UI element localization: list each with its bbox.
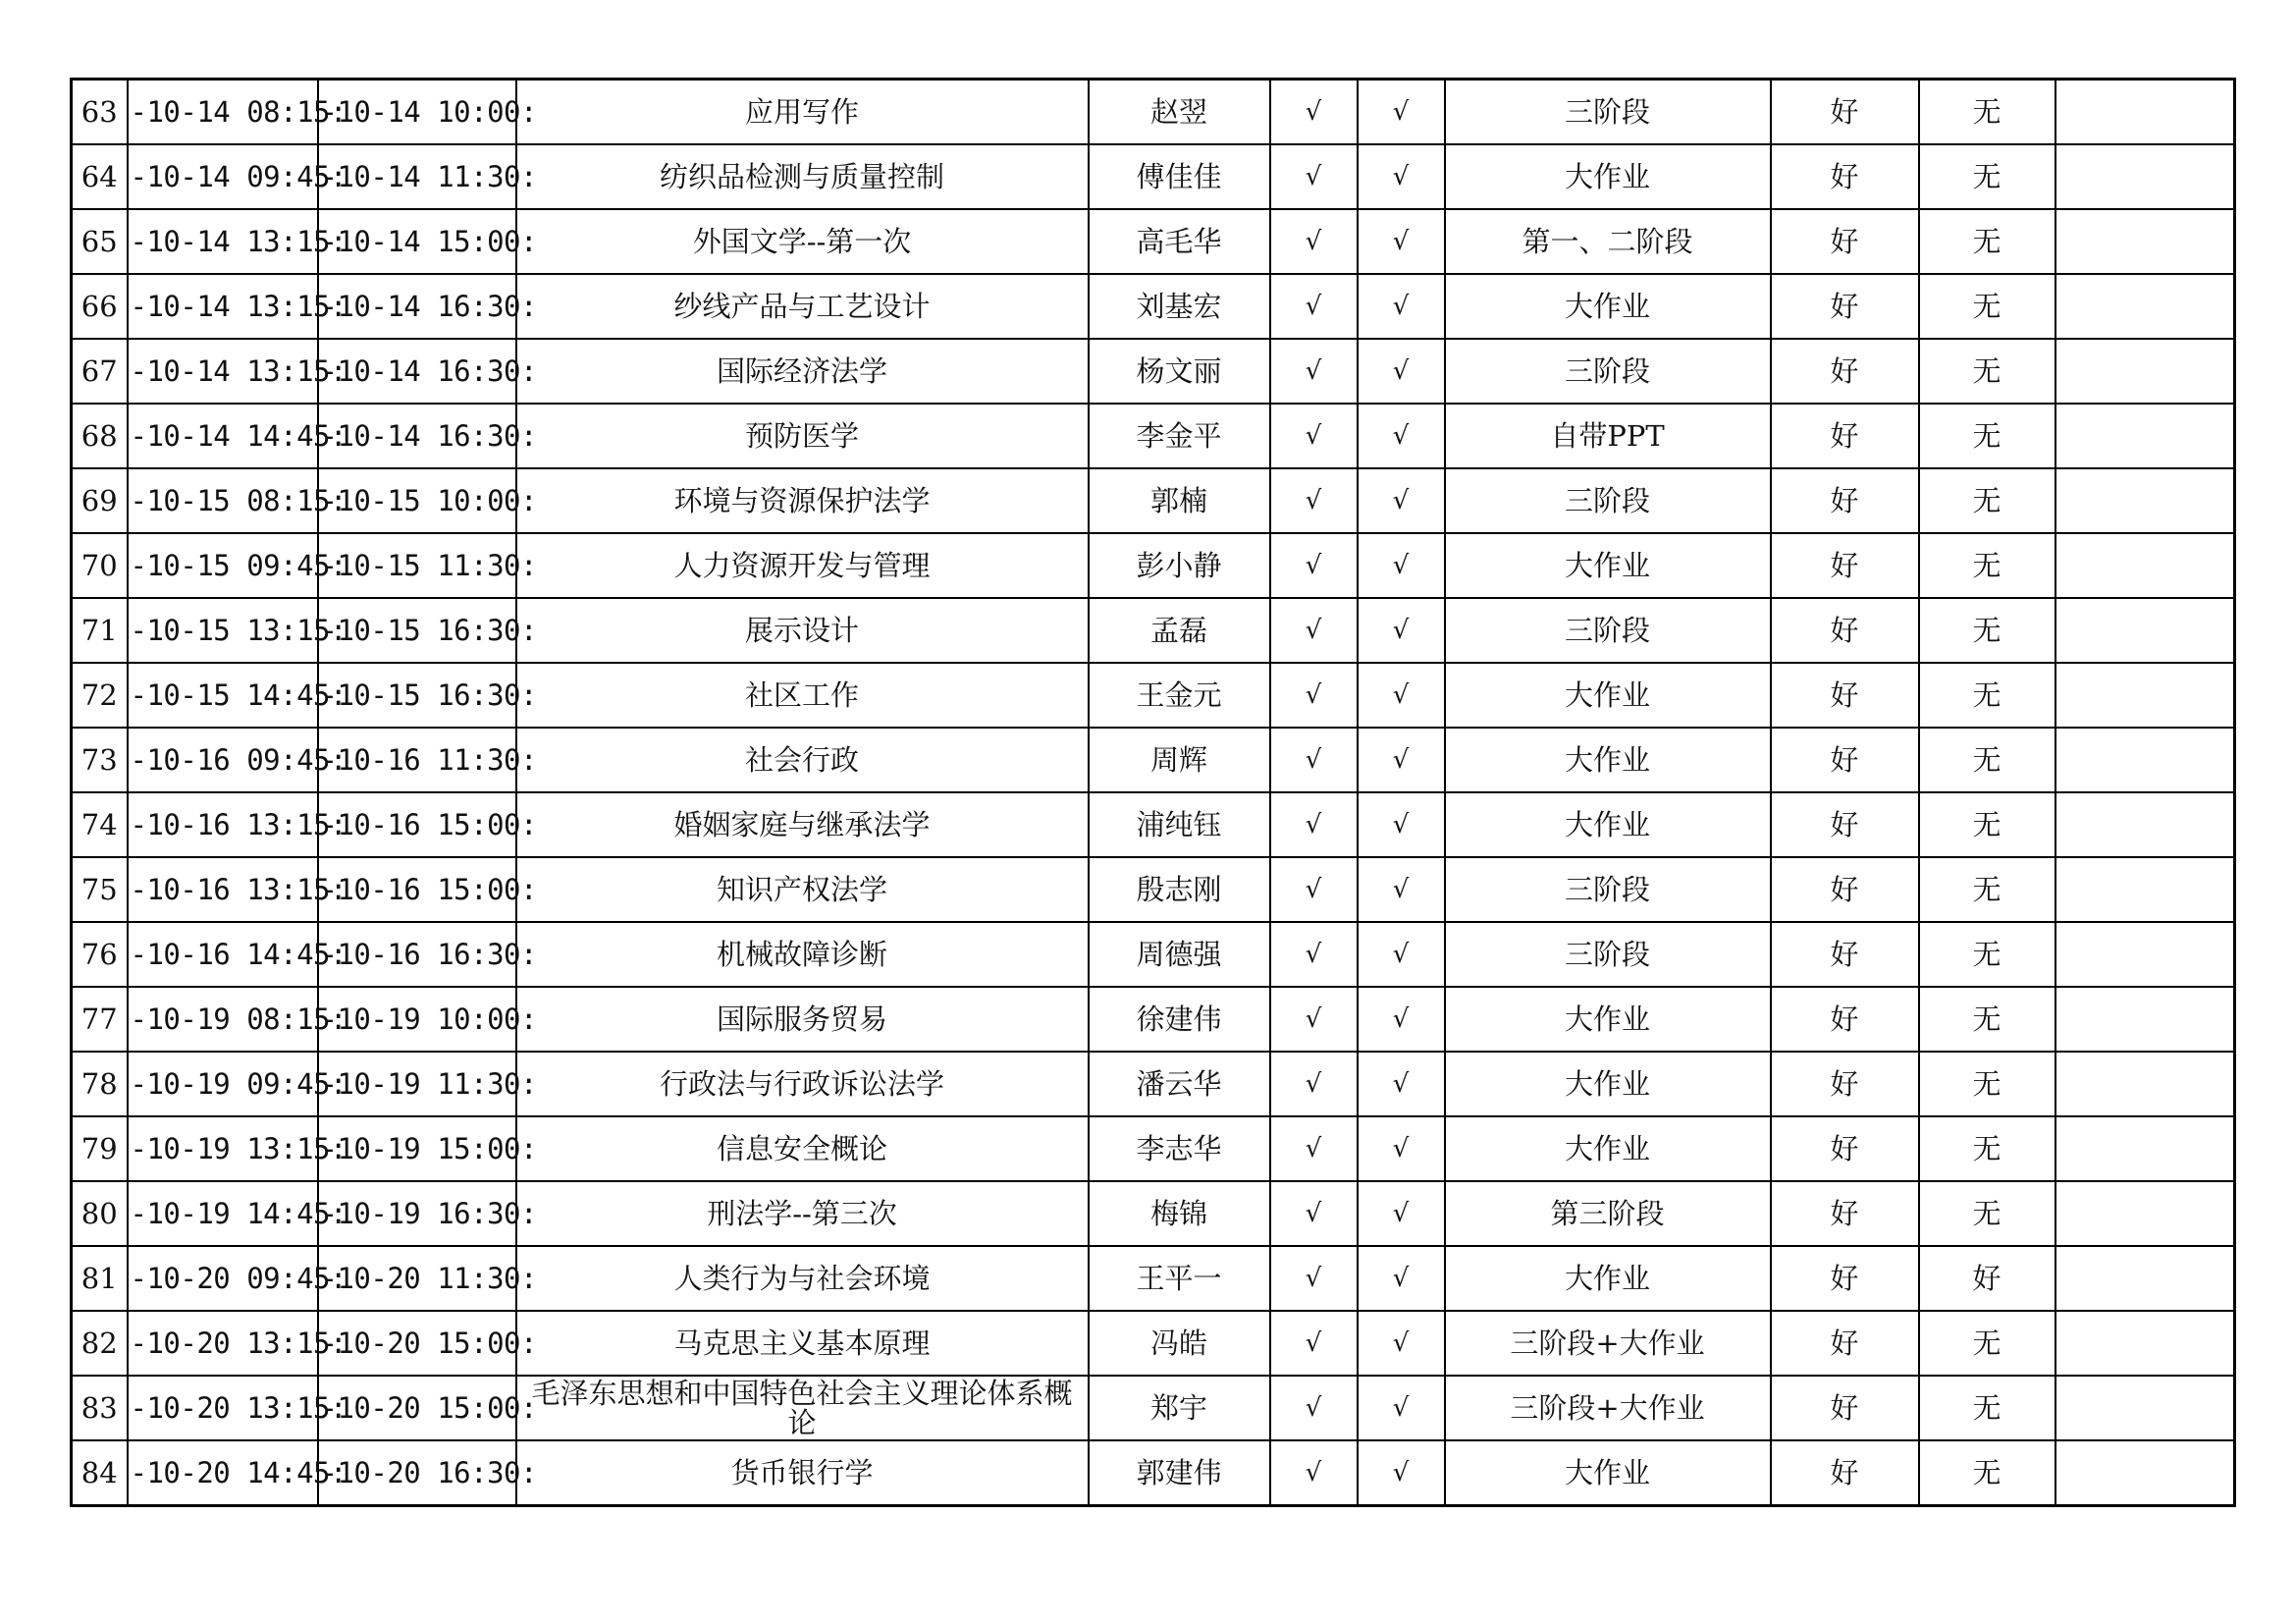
evaluation-cell-1: 好 [1771,274,1919,339]
evaluation-cell-1: 好 [1771,792,1919,857]
evaluation-cell-2: 无 [1919,792,2056,857]
row-number-cell: 69 [72,468,128,533]
assignment-type-cell: 大作业 [1445,274,1771,339]
note-cell [2056,339,2235,404]
teacher-cell: 周德强 [1089,922,1270,987]
table-row [72,1052,2235,1116]
assignment-type-cell: 大作业 [1445,728,1771,792]
assignment-type-cell: 三阶段+大作业 [1445,1311,1771,1376]
assignment-type-cell: 大作业 [1445,1116,1771,1181]
check-cell-2: √ [1358,1376,1445,1440]
end-time-cell: -10-16 15:00: [318,792,516,857]
row-number-cell: 70 [72,533,128,598]
row-number-cell: 67 [72,339,128,404]
assignment-type-cell: 第三阶段 [1445,1181,1771,1246]
evaluation-cell-1: 好 [1771,1376,1919,1440]
teacher-cell: 高毛华 [1089,209,1270,274]
note-cell [2056,728,2235,792]
assignment-type-cell: 三阶段+大作业 [1445,1376,1771,1440]
check-cell-1: √ [1270,922,1358,987]
evaluation-cell-2: 无 [1919,1181,2056,1246]
assignment-type-cell: 大作业 [1445,987,1771,1052]
assignment-type-cell: 大作业 [1445,1052,1771,1116]
teacher-cell: 徐建伟 [1089,987,1270,1052]
check-cell-1: √ [1270,987,1358,1052]
evaluation-cell-1: 好 [1771,144,1919,209]
course-name-cell: 货币银行学 [516,1440,1089,1506]
evaluation-cell-2: 无 [1919,1116,2056,1181]
table-row [72,468,2235,533]
start-time-cell: -10-14 08:15: [128,80,318,145]
start-time-cell: -10-14 09:45: [128,144,318,209]
check-cell-2: √ [1358,1116,1445,1181]
table-row [72,1440,2235,1506]
teacher-cell: 潘云华 [1089,1052,1270,1116]
check-cell-1: √ [1270,209,1358,274]
teacher-cell: 傅佳佳 [1089,144,1270,209]
start-time-cell: -10-14 13:15: [128,209,318,274]
table-row [72,663,2235,728]
row-number-cell: 63 [72,80,128,145]
assignment-type-cell: 大作业 [1445,533,1771,598]
course-name-cell: 展示设计 [516,598,1089,663]
check-cell-1: √ [1270,1181,1358,1246]
evaluation-cell-2: 无 [1919,922,2056,987]
evaluation-cell-2: 无 [1919,663,2056,728]
row-number-cell: 72 [72,663,128,728]
table-row [72,404,2235,468]
evaluation-cell-1: 好 [1771,728,1919,792]
course-name-cell: 环境与资源保护法学 [516,468,1089,533]
note-cell [2056,1246,2235,1311]
course-name-cell: 外国文学--第一次 [516,209,1089,274]
end-time-cell: -10-14 15:00: [318,209,516,274]
teacher-cell: 杨文丽 [1089,339,1270,404]
check-cell-1: √ [1270,663,1358,728]
end-time-cell: -10-20 11:30: [318,1246,516,1311]
row-number-cell: 82 [72,1311,128,1376]
evaluation-cell-1: 好 [1771,1116,1919,1181]
course-name-cell: 信息安全概论 [516,1116,1089,1181]
evaluation-cell-1: 好 [1771,533,1919,598]
course-name-cell: 应用写作 [516,80,1089,145]
check-cell-1: √ [1270,598,1358,663]
evaluation-cell-2: 无 [1919,1311,2056,1376]
teacher-cell: 冯皓 [1089,1311,1270,1376]
evaluation-cell-2: 无 [1919,598,2056,663]
end-time-cell: -10-20 15:00: [318,1376,516,1440]
evaluation-cell-1: 好 [1771,1246,1919,1311]
teacher-cell: 彭小静 [1089,533,1270,598]
evaluation-cell-2: 无 [1919,1440,2056,1506]
table-row [72,1181,2235,1246]
evaluation-cell-1: 好 [1771,404,1919,468]
table-row [72,987,2235,1052]
row-number-cell: 80 [72,1181,128,1246]
evaluation-cell-2: 无 [1919,1376,2056,1440]
assignment-type-cell: 大作业 [1445,1246,1771,1311]
assignment-type-cell: 三阶段 [1445,339,1771,404]
note-cell [2056,1376,2235,1440]
start-time-cell: -10-20 13:15: [128,1376,318,1440]
row-number-cell: 81 [72,1246,128,1311]
end-time-cell: -10-15 16:30: [318,598,516,663]
start-time-cell: -10-19 13:15: [128,1116,318,1181]
check-cell-2: √ [1358,209,1445,274]
check-cell-1: √ [1270,468,1358,533]
check-cell-1: √ [1270,792,1358,857]
assignment-type-cell: 三阶段 [1445,857,1771,922]
check-cell-1: √ [1270,404,1358,468]
row-number-cell: 83 [72,1376,128,1440]
start-time-cell: -10-15 08:15: [128,468,318,533]
row-number-cell: 66 [72,274,128,339]
check-cell-2: √ [1358,339,1445,404]
table-row [72,1116,2235,1181]
row-number-cell: 73 [72,728,128,792]
check-cell-2: √ [1358,987,1445,1052]
evaluation-cell-1: 好 [1771,339,1919,404]
teacher-cell: 郑宇 [1089,1376,1270,1440]
course-name-cell: 行政法与行政诉讼法学 [516,1052,1089,1116]
row-number-cell: 79 [72,1116,128,1181]
note-cell [2056,1116,2235,1181]
evaluation-cell-1: 好 [1771,922,1919,987]
evaluation-cell-1: 好 [1771,209,1919,274]
table-row [72,598,2235,663]
check-cell-2: √ [1358,404,1445,468]
table-row [72,209,2235,274]
end-time-cell: -10-15 11:30: [318,533,516,598]
end-time-cell: -10-19 10:00: [318,987,516,1052]
row-number-cell: 77 [72,987,128,1052]
assignment-type-cell: 自带PPT [1445,404,1771,468]
note-cell [2056,468,2235,533]
end-time-cell: -10-16 16:30: [318,922,516,987]
start-time-cell: -10-16 13:15: [128,792,318,857]
teacher-cell: 浦纯钰 [1089,792,1270,857]
evaluation-cell-2: 无 [1919,404,2056,468]
row-number-cell: 74 [72,792,128,857]
assignment-type-cell: 大作业 [1445,1440,1771,1506]
check-cell-1: √ [1270,1440,1358,1506]
row-number-cell: 76 [72,922,128,987]
start-time-cell: -10-14 13:15: [128,339,318,404]
course-name-cell: 知识产权法学 [516,857,1089,922]
note-cell [2056,857,2235,922]
course-name-cell: 毛泽东思想和中国特色社会主义理论体系概论 [516,1376,1089,1440]
check-cell-2: √ [1358,663,1445,728]
check-cell-2: √ [1358,533,1445,598]
course-name-cell: 人力资源开发与管理 [516,533,1089,598]
teacher-cell: 王平一 [1089,1246,1270,1311]
end-time-cell: -10-20 15:00: [318,1311,516,1376]
course-name-cell: 社会行政 [516,728,1089,792]
end-time-cell: -10-14 10:00: [318,80,516,145]
start-time-cell: -10-19 09:45: [128,1052,318,1116]
evaluation-cell-2: 无 [1919,339,2056,404]
table-row [72,144,2235,209]
check-cell-1: √ [1270,274,1358,339]
check-cell-2: √ [1358,792,1445,857]
assignment-type-cell: 三阶段 [1445,468,1771,533]
note-cell [2056,792,2235,857]
start-time-cell: -10-15 14:45: [128,663,318,728]
assignment-type-cell: 大作业 [1445,663,1771,728]
note-cell [2056,144,2235,209]
course-name-cell: 预防医学 [516,404,1089,468]
table-row [72,1246,2235,1311]
schedule-table [70,78,2236,1507]
assignment-type-cell: 三阶段 [1445,922,1771,987]
end-time-cell: -10-14 16:30: [318,274,516,339]
table-row [72,533,2235,598]
course-name-cell: 纱线产品与工艺设计 [516,274,1089,339]
start-time-cell: -10-15 09:45: [128,533,318,598]
start-time-cell: -10-20 13:15: [128,1311,318,1376]
assignment-type-cell: 大作业 [1445,792,1771,857]
assignment-type-cell: 三阶段 [1445,80,1771,145]
assignment-type-cell: 三阶段 [1445,598,1771,663]
check-cell-2: √ [1358,468,1445,533]
start-time-cell: -10-15 13:15: [128,598,318,663]
check-cell-1: √ [1270,1116,1358,1181]
check-cell-1: √ [1270,339,1358,404]
table-row [72,728,2235,792]
course-name-cell: 国际经济法学 [516,339,1089,404]
check-cell-2: √ [1358,1246,1445,1311]
check-cell-2: √ [1358,274,1445,339]
check-cell-1: √ [1270,1246,1358,1311]
course-name-cell: 国际服务贸易 [516,987,1089,1052]
evaluation-cell-2: 无 [1919,987,2056,1052]
evaluation-cell-2: 无 [1919,728,2056,792]
teacher-cell: 梅锦 [1089,1181,1270,1246]
table-row [72,922,2235,987]
start-time-cell: -10-20 14:45: [128,1440,318,1506]
end-time-cell: -10-16 11:30: [318,728,516,792]
table-body [72,80,2235,1506]
note-cell [2056,663,2235,728]
teacher-cell: 李志华 [1089,1116,1270,1181]
row-number-cell: 68 [72,404,128,468]
course-name-cell: 婚姻家庭与继承法学 [516,792,1089,857]
note-cell [2056,404,2235,468]
table-row [72,339,2235,404]
course-name-cell: 纺织品检测与质量控制 [516,144,1089,209]
course-name-cell: 机械故障诊断 [516,922,1089,987]
note-cell [2056,1440,2235,1506]
table-row [72,80,2235,145]
start-time-cell: -10-19 14:45: [128,1181,318,1246]
row-number-cell: 64 [72,144,128,209]
course-name-cell: 社区工作 [516,663,1089,728]
start-time-cell: -10-20 09:45: [128,1246,318,1311]
teacher-cell: 孟磊 [1089,598,1270,663]
evaluation-cell-2: 无 [1919,1052,2056,1116]
evaluation-cell-1: 好 [1771,857,1919,922]
course-name-cell: 刑法学--第三次 [516,1181,1089,1246]
evaluation-cell-2: 无 [1919,468,2056,533]
check-cell-2: √ [1358,144,1445,209]
assignment-type-cell: 大作业 [1445,144,1771,209]
teacher-cell: 郭建伟 [1089,1440,1270,1506]
note-cell [2056,987,2235,1052]
evaluation-cell-2: 好 [1919,1246,2056,1311]
start-time-cell: -10-19 08:15: [128,987,318,1052]
teacher-cell: 赵翌 [1089,80,1270,145]
end-time-cell: -10-14 16:30: [318,339,516,404]
start-time-cell: -10-16 13:15: [128,857,318,922]
note-cell [2056,1181,2235,1246]
check-cell-1: √ [1270,1311,1358,1376]
note-cell [2056,1052,2235,1116]
evaluation-cell-1: 好 [1771,1052,1919,1116]
evaluation-cell-1: 好 [1771,663,1919,728]
check-cell-1: √ [1270,1376,1358,1440]
check-cell-2: √ [1358,728,1445,792]
check-cell-1: √ [1270,80,1358,145]
evaluation-cell-1: 好 [1771,1311,1919,1376]
evaluation-cell-2: 无 [1919,274,2056,339]
end-time-cell: -10-14 11:30: [318,144,516,209]
evaluation-cell-1: 好 [1771,1440,1919,1506]
course-name-cell: 人类行为与社会环境 [516,1246,1089,1311]
end-time-cell: -10-20 16:30: [318,1440,516,1506]
teacher-cell: 周辉 [1089,728,1270,792]
table-row [72,274,2235,339]
check-cell-2: √ [1358,80,1445,145]
row-number-cell: 75 [72,857,128,922]
row-number-cell: 78 [72,1052,128,1116]
teacher-cell: 王金元 [1089,663,1270,728]
end-time-cell: -10-19 11:30: [318,1052,516,1116]
check-cell-2: √ [1358,1311,1445,1376]
end-time-cell: -10-19 15:00: [318,1116,516,1181]
table-row [72,1376,2235,1440]
note-cell [2056,274,2235,339]
evaluation-cell-1: 好 [1771,468,1919,533]
row-number-cell: 71 [72,598,128,663]
start-time-cell: -10-16 09:45: [128,728,318,792]
row-number-cell: 84 [72,1440,128,1506]
row-number-cell: 65 [72,209,128,274]
teacher-cell: 李金平 [1089,404,1270,468]
note-cell [2056,80,2235,145]
table-row [72,1311,2235,1376]
evaluation-cell-2: 无 [1919,857,2056,922]
check-cell-1: √ [1270,728,1358,792]
evaluation-cell-1: 好 [1771,987,1919,1052]
check-cell-1: √ [1270,857,1358,922]
evaluation-cell-1: 好 [1771,1181,1919,1246]
check-cell-2: √ [1358,922,1445,987]
course-name-cell: 马克思主义基本原理 [516,1311,1089,1376]
end-time-cell: -10-19 16:30: [318,1181,516,1246]
assignment-type-cell: 第一、二阶段 [1445,209,1771,274]
evaluation-cell-2: 无 [1919,209,2056,274]
check-cell-2: √ [1358,1052,1445,1116]
end-time-cell: -10-15 16:30: [318,663,516,728]
end-time-cell: -10-16 15:00: [318,857,516,922]
end-time-cell: -10-15 10:00: [318,468,516,533]
end-time-cell: -10-14 16:30: [318,404,516,468]
start-time-cell: -10-16 14:45: [128,922,318,987]
check-cell-2: √ [1358,1440,1445,1506]
check-cell-2: √ [1358,598,1445,663]
start-time-cell: -10-14 14:45: [128,404,318,468]
evaluation-cell-2: 无 [1919,80,2056,145]
evaluation-cell-2: 无 [1919,533,2056,598]
note-cell [2056,533,2235,598]
check-cell-2: √ [1358,857,1445,922]
note-cell [2056,209,2235,274]
evaluation-cell-1: 好 [1771,598,1919,663]
note-cell [2056,598,2235,663]
table-row [72,857,2235,922]
evaluation-cell-1: 好 [1771,80,1919,145]
start-time-cell: -10-14 13:15: [128,274,318,339]
check-cell-1: √ [1270,1052,1358,1116]
check-cell-1: √ [1270,533,1358,598]
table-row [72,792,2235,857]
teacher-cell: 刘基宏 [1089,274,1270,339]
check-cell-1: √ [1270,144,1358,209]
note-cell [2056,1311,2235,1376]
teacher-cell: 郭楠 [1089,468,1270,533]
evaluation-cell-2: 无 [1919,144,2056,209]
check-cell-2: √ [1358,1181,1445,1246]
teacher-cell: 殷志刚 [1089,857,1270,922]
note-cell [2056,922,2235,987]
